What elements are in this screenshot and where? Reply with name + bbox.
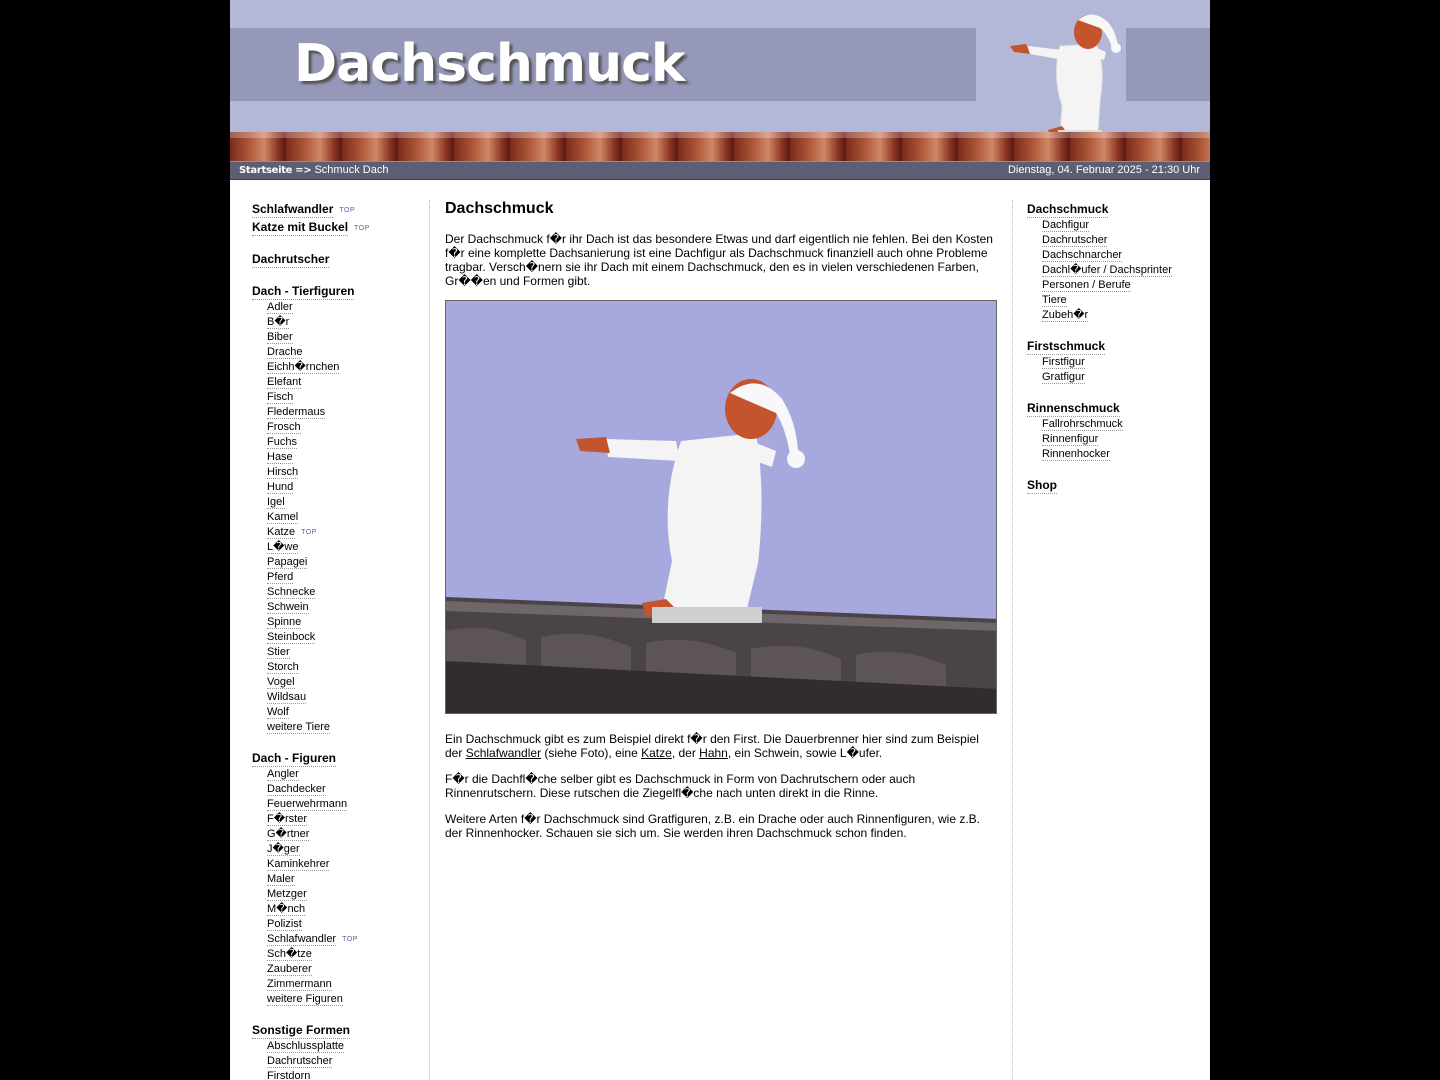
- sidebar-item: [267, 585, 430, 600]
- top-badge: TOP: [339, 207, 356, 214]
- sidebar-link[interactable]: Wildsau: [267, 691, 307, 703]
- rinnenschmuck-group: [1027, 399, 1197, 462]
- sidebar-item: [267, 827, 430, 842]
- paragraph-examples: [445, 732, 997, 760]
- roof-tiles-strip: [230, 132, 1210, 161]
- sidebar-link[interactable]: Polizist: [267, 918, 302, 930]
- sidebar-link[interactable]: Drache: [267, 346, 303, 358]
- sidebar-link[interactable]: Eichh�rnchen: [267, 361, 340, 373]
- sidebar-link[interactable]: Gratfigur: [1042, 371, 1085, 383]
- sidebar-item: [267, 555, 430, 570]
- p2-text-1: Ein Dachschmuck gibt es zum Beispiel direkt f�r den First. Die Dauerbrenner hier sind zum Beispiel der: [445, 732, 979, 760]
- sidebar-link[interactable]: L�we: [267, 541, 299, 553]
- sonstige-list: [252, 1039, 430, 1080]
- figuren-group: [252, 749, 430, 1007]
- breadcrumb: [239, 162, 388, 179]
- sidebar-item: [267, 600, 430, 615]
- sidebar-link[interactable]: Schnecke: [267, 586, 316, 598]
- breadcrumb-current: Schmuck Dach: [314, 164, 389, 176]
- sidebar-item: [267, 510, 430, 525]
- sidebar-item: [267, 570, 430, 585]
- sidebar-item: [267, 842, 430, 857]
- sidebar-link[interactable]: Steinbock: [267, 631, 316, 643]
- link-katze-mit-buckel[interactable]: Katze mit Buckel: [252, 220, 349, 234]
- dachschmuck-list: [1027, 218, 1197, 323]
- link-dachrutscher[interactable]: Dachrutscher: [252, 252, 330, 266]
- sidebar-link[interactable]: Dachdecker: [267, 783, 326, 795]
- sidebar-item: [267, 782, 430, 797]
- top-badge: TOP: [342, 936, 358, 943]
- sidebar-item: [267, 630, 430, 645]
- sidebar-item: [267, 420, 430, 435]
- header-banner: [230, 0, 1210, 161]
- sidebar-link[interactable]: Frosch: [267, 421, 301, 433]
- sleepwalker-on-roof-image: [446, 301, 997, 714]
- sidebar-item: [267, 932, 430, 947]
- sidebar-item: [267, 405, 430, 420]
- sidebar-link[interactable]: M�nch: [267, 903, 306, 915]
- sidebar-link[interactable]: Igel: [267, 496, 285, 508]
- site-logo[interactable]: Dachschmuck: [294, 34, 685, 94]
- link-katze-inline[interactable]: Katze: [641, 746, 672, 760]
- sidebar-item: [1042, 355, 1197, 370]
- sleepwalker-figure-image: [1000, 6, 1140, 141]
- sidebar-item: [1042, 248, 1197, 263]
- sidebar-item: [267, 1039, 430, 1054]
- sidebar-item: [267, 345, 430, 360]
- sidebar-item: [267, 435, 430, 450]
- dachschmuck-group: [1027, 200, 1197, 323]
- sidebar-item: [267, 480, 430, 495]
- sidebar-item: [267, 360, 430, 375]
- sidebar-link[interactable]: Storch: [267, 661, 299, 673]
- sidebar-item: [1042, 263, 1197, 278]
- sidebar-link[interactable]: Pferd: [267, 571, 294, 583]
- sidebar-item: [267, 690, 430, 705]
- sidebar-link[interactable]: B�r: [267, 316, 290, 328]
- sidebar-item: [1042, 432, 1197, 447]
- tierfiguren-heading[interactable]: Dach - Tierfiguren: [252, 284, 355, 298]
- sidebar-item: [267, 315, 430, 330]
- sidebar-item: [1042, 447, 1197, 462]
- sidebar-item: [267, 660, 430, 675]
- dachschmuck-heading[interactable]: Dachschmuck: [1027, 202, 1109, 216]
- breadcrumb-home-link[interactable]: Startseite: [239, 165, 293, 176]
- sidebar-link[interactable]: Zauberer: [267, 963, 312, 975]
- sidebar-item: [267, 992, 430, 1007]
- p2-text-2: (siehe Foto), eine: [541, 746, 642, 760]
- sidebar-item: [267, 857, 430, 872]
- sidebar-link[interactable]: Abschlussplatte: [267, 1040, 345, 1052]
- main-content: [445, 200, 997, 852]
- sidebar-link[interactable]: Adler: [267, 301, 293, 313]
- sidebar-link[interactable]: Schwein: [267, 601, 309, 613]
- sidebar-item: [267, 1069, 430, 1080]
- link-hahn-inline[interactable]: Hahn: [699, 746, 728, 760]
- figuren-list: [252, 767, 430, 1007]
- sleepwalker-photo: [445, 300, 997, 714]
- page: [230, 0, 1210, 1080]
- sidebar-link[interactable]: Tiere: [1042, 294, 1067, 306]
- p2-text-3: , der: [671, 746, 700, 760]
- sidebar-link[interactable]: Rinnenfigur: [1042, 433, 1099, 445]
- sidebar-link[interactable]: Feuerwehrmann: [267, 798, 348, 810]
- sidebar-link[interactable]: Papagei: [267, 556, 308, 568]
- sidebar-item: [267, 947, 430, 962]
- tierfiguren-list: [252, 300, 430, 735]
- sidebar-item: [267, 495, 430, 510]
- sidebar-item: [267, 887, 430, 902]
- dachrutscher-group: [252, 250, 430, 268]
- sidebar-item: [267, 330, 430, 345]
- sidebar-item: [267, 540, 430, 555]
- sidebar-link[interactable]: Fledermaus: [267, 406, 326, 418]
- sidebar-link[interactable]: Hase: [267, 451, 293, 463]
- sidebar-item: [1042, 278, 1197, 293]
- sidebar-item: [267, 902, 430, 917]
- sidebar-item: [267, 450, 430, 465]
- sidebar-item: [1042, 218, 1197, 233]
- sidebar-link[interactable]: weitere Figuren: [267, 993, 343, 1005]
- sidebar-link[interactable]: J�ger: [267, 843, 300, 855]
- sidebar-link[interactable]: Dachl�ufer / Dachsprinter: [1042, 264, 1172, 276]
- page-title: Dachschmuck: [445, 200, 554, 217]
- sidebar-link[interactable]: Zimmermann: [267, 978, 332, 990]
- sidebar-link[interactable]: Sch�tze: [267, 948, 312, 960]
- sidebar-item: [1042, 308, 1197, 323]
- paragraph-weitere-arten: Weitere Arten f�r Dachschmuck sind Gratfiguren, z.B. ein Drache oder auch Rinnenfiguren, wie z.B. der Rinnenhocker. Schauen sie sich um. Sie werden ihren Dachschmuck schon finden.: [445, 812, 980, 840]
- sidebar-link[interactable]: Personen / Berufe: [1042, 279, 1131, 291]
- sidebar-link[interactable]: Fisch: [267, 391, 294, 403]
- sidebar-item: [267, 977, 430, 992]
- sidebar-item: [267, 1054, 430, 1069]
- sidebar-link[interactable]: Angler: [267, 768, 299, 780]
- rinnenschmuck-heading[interactable]: Rinnenschmuck: [1027, 401, 1120, 415]
- top-badge: TOP: [354, 225, 370, 232]
- sidebar-link[interactable]: Hirsch: [267, 466, 299, 478]
- paragraph-dachflaeche: F�r die Dachfl�che selber gibt es Dachschmuck in Form von Dachrutschern oder auch Rinnenrutschern. Diese rutschen die Ziegelfl�che nach unten direkt in die Rinne.: [445, 772, 916, 800]
- sidebar-link[interactable]: weitere Tiere: [267, 721, 330, 733]
- sidebar-link[interactable]: Dachschnarcher: [1042, 249, 1123, 261]
- sidebar-item: [1042, 417, 1197, 432]
- sidebar-link[interactable]: Schlafwandler: [267, 933, 337, 945]
- sidebar-link[interactable]: Firstdorn: [267, 1070, 310, 1080]
- sidebar-link[interactable]: Fallrohrschmuck: [1042, 418, 1123, 430]
- sidebar-item: [267, 797, 430, 812]
- sidebar-link[interactable]: Rinnenhocker: [1042, 448, 1110, 460]
- sidebar-item: [267, 705, 430, 720]
- shop-group: [1027, 476, 1197, 494]
- firstschmuck-heading[interactable]: Firstschmuck: [1027, 339, 1106, 353]
- link-schlafwandler-inline[interactable]: Schlafwandler: [465, 746, 542, 760]
- sidebar-link[interactable]: Fuchs: [267, 436, 297, 448]
- sidebar-link[interactable]: Zubeh�r: [1042, 309, 1089, 321]
- sidebar-link[interactable]: Metzger: [267, 888, 307, 900]
- top-links: [252, 200, 430, 236]
- sidebar-item: [267, 465, 430, 480]
- sidebar-item: [267, 645, 430, 660]
- sidebar-item: [267, 390, 430, 405]
- firstschmuck-list: [1027, 355, 1197, 385]
- sidebar-link[interactable]: Kaminkehrer: [267, 858, 330, 870]
- right-divider: [1012, 200, 1013, 1080]
- sonstige-heading[interactable]: Sonstige Formen: [252, 1023, 351, 1037]
- sidebar-item: [1042, 370, 1197, 385]
- breadcrumb-bar: [230, 161, 1210, 180]
- sidebar-link[interactable]: Dachfigur: [1042, 219, 1090, 231]
- sidebar-link[interactable]: Vogel: [267, 676, 295, 688]
- sidebar-item: [267, 525, 430, 540]
- sidebar-link[interactable]: Stier: [267, 646, 290, 658]
- shop-link[interactable]: Shop: [1027, 478, 1057, 492]
- sonstige-group: [252, 1021, 430, 1080]
- sidebar-item: [267, 615, 430, 630]
- sidebar-item: [267, 917, 430, 932]
- sidebar-item: [267, 375, 430, 390]
- left-divider: [429, 200, 430, 1080]
- top-badge: TOP: [301, 529, 317, 536]
- sidebar-item: [267, 767, 430, 782]
- sidebar-link[interactable]: F�rster: [267, 813, 307, 825]
- firstschmuck-group: [1027, 337, 1197, 385]
- rinnenschmuck-list: [1027, 417, 1197, 462]
- sidebar-item: [1042, 293, 1197, 308]
- breadcrumb-arrow: =>: [295, 165, 312, 176]
- sidebar-link[interactable]: Katze: [267, 526, 296, 538]
- right-sidebar: [1027, 200, 1197, 508]
- sidebar-item: [267, 720, 430, 735]
- tierfiguren-group: [252, 282, 430, 735]
- sidebar-item: [267, 300, 430, 315]
- sidebar-link[interactable]: Biber: [267, 331, 293, 343]
- sidebar-link[interactable]: Dachrutscher: [1042, 234, 1108, 246]
- sidebar-link[interactable]: Firstfigur: [1042, 356, 1085, 368]
- sidebar-item: [267, 812, 430, 827]
- sidebar-link[interactable]: Dachrutscher: [267, 1055, 333, 1067]
- figuren-heading[interactable]: Dach - Figuren: [252, 751, 337, 765]
- sidebar-item: [267, 675, 430, 690]
- sidebar-link[interactable]: Maler: [267, 873, 295, 885]
- sidebar-link[interactable]: Kamel: [267, 511, 299, 523]
- sidebar-item: [267, 872, 430, 887]
- current-datetime: Dienstag, 04. Februar 2025 - 21:30 Uhr: [1007, 164, 1200, 176]
- sidebar-link[interactable]: Spinne: [267, 616, 302, 628]
- sidebar-item: [1042, 233, 1197, 248]
- sidebar-link[interactable]: G�rtner: [267, 828, 310, 840]
- intro-paragraph: Der Dachschmuck f�r ihr Dach ist das besondere Etwas und darf eigentlich nie fehlen. Bei den Kosten f�r eine komplette Dachsanierung ist eine Dachfigur als Dachschmuck finanziell auch ohne Probleme tragbar. Versch�nern sie ihr Dach mit einem Dachschmuck, den es in vielen verschiedenen Farben, Gr��en und Formen gibt.: [445, 232, 993, 288]
- sidebar-link[interactable]: Wolf: [267, 706, 289, 718]
- sidebar-link[interactable]: Hund: [267, 481, 294, 493]
- link-schlafwandler[interactable]: Schlafwandler: [252, 202, 334, 216]
- sidebar-link[interactable]: Elefant: [267, 376, 302, 388]
- p2-text-4: , ein Schwein, sowie L�ufer.: [727, 746, 883, 760]
- left-sidebar: [252, 200, 430, 1080]
- sidebar-item: [267, 962, 430, 977]
